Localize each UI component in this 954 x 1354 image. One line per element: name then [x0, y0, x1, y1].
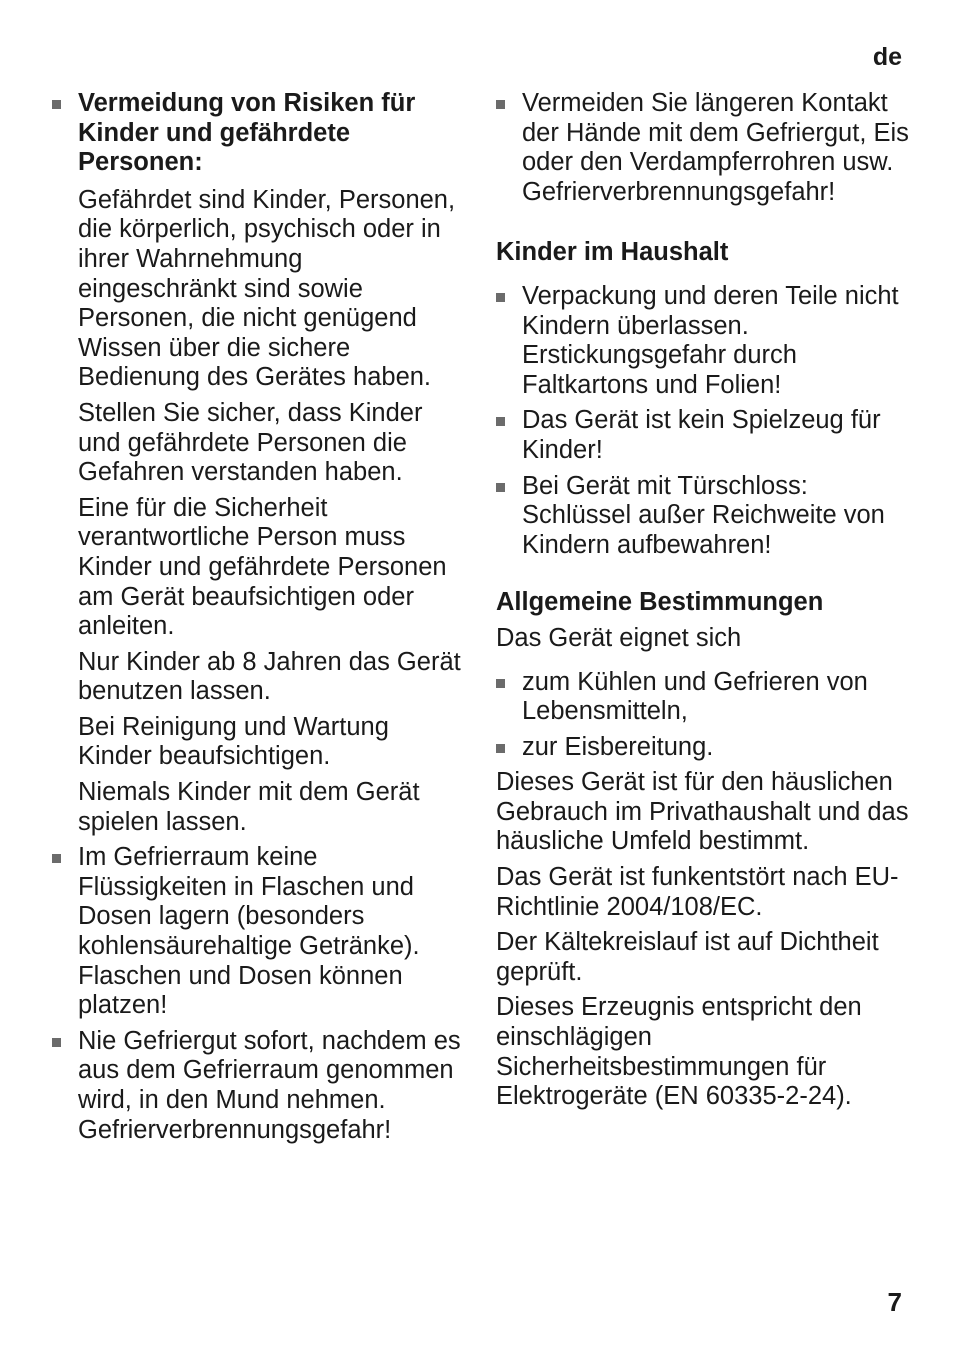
paragraph: Gefährdet sind Kinder, Personen, die körperlich, psychisch oder in ihrer Wahrnehmung eingeschränkt sind sowie Personen, die nicht genügend Wissen über die sichere Bedienung des Gerätes haben.	[78, 185, 456, 392]
list-item-text: Bei Gerät mit Türschloss: Schlüssel außer Reichweite von Kindern aufbewahren!	[522, 471, 885, 559]
bullet-square-icon	[496, 483, 505, 492]
list-item-text: zur Eisbereitung.	[522, 732, 714, 761]
section-heading: Allgemeine Bestimmungen	[496, 588, 824, 617]
list-item	[496, 282, 916, 400]
bullet-square-icon	[496, 417, 505, 426]
list-item	[52, 843, 462, 1021]
list-item	[496, 472, 916, 561]
bullet-square-icon	[496, 293, 505, 302]
paragraph: Stellen Sie sicher, dass Kinder und gefährdete Personen die Gefahren verstanden haben.	[78, 398, 423, 487]
bullet-square-icon	[52, 1038, 61, 1047]
left-column	[52, 89, 462, 1145]
section-heading: Kinder im Haushalt	[496, 238, 729, 267]
list-item	[496, 406, 916, 465]
section-title: Vermeidung von Risiken für Kinder und gefährdete Personen:	[78, 89, 416, 177]
paragraph: Dieses Gerät ist für den häuslichen Gebrauch im Privathaushalt und das häusliche Umfeld bestimmt.	[496, 768, 909, 856]
list-item-text: zum Kühlen und Gefrieren von Lebensmitteln,	[522, 667, 868, 726]
paragraph: Das Gerät ist funkentstört nach EU-Richtlinie 2004/108/EC.	[496, 863, 899, 921]
bullet-square-icon	[496, 679, 505, 688]
language-code: de	[872, 43, 902, 71]
bullet-square-icon	[52, 100, 61, 109]
bullet-square-icon	[52, 854, 61, 863]
page-number: 7	[887, 1287, 902, 1317]
list-item	[52, 1027, 462, 1145]
list-item	[52, 89, 462, 178]
list-item-text: Vermeiden Sie längeren Kontakt der Hände mit dem Gefriergut, Eis oder den Verdampferrohren usw. Gefrierverbrennungsgefahr!	[522, 89, 909, 206]
list-item-text: Im Gefrierraum keine Flüssigkeiten in Flaschen und Dosen lagern (besonders kohlensäurehaltige Getränke). Flaschen und Dosen können platzen!	[78, 843, 420, 1020]
list-item	[496, 89, 916, 207]
right-column	[496, 89, 916, 1112]
bullet-square-icon	[496, 100, 505, 109]
paragraph: Eine für die Sicherheit verantwortliche Person muss Kinder und gefährdete Personen am Gerät beaufsichtigen oder anleiten.	[78, 493, 447, 641]
paragraph: Dieses Erzeugnis entspricht den einschlägigen Sicherheitsbestimmungen für Elektrogeräte (EN 60335-2-24).	[496, 993, 862, 1111]
list-item	[496, 733, 916, 763]
paragraph: Das Gerät eignet sich	[496, 623, 742, 652]
bullet-square-icon	[496, 744, 505, 753]
list-item-text: Nie Gefriergut sofort, nachdem es aus dem Gefrierraum genommen wird, in den Mund nehmen. Gefrierverbrennungsgefahr!	[78, 1026, 461, 1144]
list-item	[496, 668, 916, 727]
paragraph: Nur Kinder ab 8 Jahren das Gerät benutzen lassen.	[78, 647, 461, 706]
list-item-text: Verpackung und deren Teile nicht Kindern überlassen. Erstickungsgefahr durch Faltkartons und Folien!	[522, 281, 899, 399]
paragraph: Niemals Kinder mit dem Gerät spielen lassen.	[78, 778, 420, 836]
list-item-text: Das Gerät ist kein Spielzeug für Kinder!	[522, 406, 881, 464]
paragraph: Bei Reinigung und Wartung Kinder beaufsichtigen.	[78, 712, 389, 771]
paragraph: Der Kältekreislauf ist auf Dichtheit geprüft.	[496, 928, 879, 986]
